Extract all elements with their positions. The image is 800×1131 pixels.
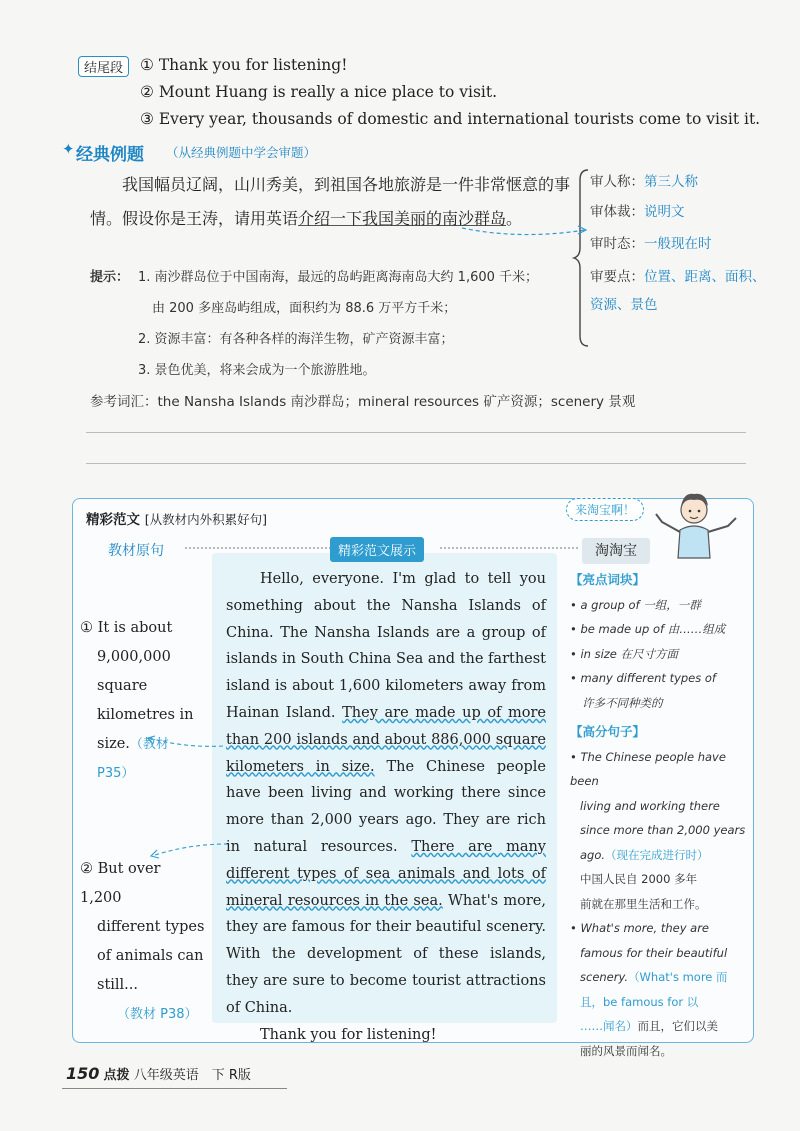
highlight-sentence-2: There are many different types of sea animals and lots of mineral resources in the sea.	[226, 838, 547, 909]
dotted-line	[185, 546, 330, 550]
page-footer: 150 点拨 八年级英语 下 R版	[66, 1064, 251, 1083]
writing-line-2	[86, 463, 746, 464]
highlight-vocab: 【亮点词块】 • a group of 一组，一群 • be made up of 由……组成 • in size 在尺寸方面 • many different types of 许多不同种类的	[570, 572, 726, 710]
note-person: 审人称：第三人称	[590, 174, 698, 190]
original-sentence-2: ② But over 1,200 different types of animals can still... （教材 P38）	[80, 861, 205, 1022]
dotted-line-2	[440, 546, 580, 550]
hint-3: 3. 景色优美，将来会成为一个旅游胜地。	[138, 363, 376, 378]
hint-2: 2. 资源丰富：有各种各样的海洋生物，矿产资源丰富；	[138, 332, 454, 347]
center-column-head: 精彩范文展示	[330, 537, 424, 562]
dashed-arrow-left-1	[145, 734, 225, 750]
task-text-b: 。	[506, 209, 523, 228]
vocab-reference: 参考词汇：the Nansha Islands 南沙群岛；mineral resources 矿产资源；scenery 景观	[90, 394, 636, 410]
mascot-icon	[650, 488, 750, 560]
high-score-sentences: 【高分句子】 • The Chinese people have been living and working there since more than 2,000 years ago.（现在完成进行时） 中国人民自 2000 多年 前就在那里生活和工作。 • What's more, they are famous for their beautiful scenery.（What's more 而 且，be famous for 以 ……闻名）而且，它们以美 丽的风景而闻名。	[570, 724, 746, 1058]
note-points-2: 资源、景色	[590, 297, 658, 313]
closing-tag: 结尾段	[78, 56, 129, 77]
original-sentence-1: ① It is about 9,000,000 square kilometres in size.（教材 P35）	[80, 620, 194, 781]
note-genre: 审体裁：说明文	[590, 204, 685, 220]
closing-line-3: ③ Every year, thousands of domestic and international tourists come to visit it.	[140, 110, 761, 128]
task-text-a: 我国幅员辽阔，山川秀美，到祖国各地旅游是一件非常惬意的事情。假设你是王涛，请用英语	[90, 175, 571, 228]
footer-rule	[62, 1088, 287, 1089]
closing-line-2: ② Mount Huang is really a nice place to visit.	[140, 83, 498, 101]
speech-bubble: 来淘宝啊！	[566, 498, 644, 521]
dashed-arrow-icon	[460, 220, 590, 240]
model-title: 精彩范文 [从教材内外积累好句]	[86, 512, 267, 528]
closing-line-1: ① Thank you for listening!	[140, 56, 348, 74]
note-tense: 审时态：一般现在时	[590, 236, 712, 252]
note-points: 审要点：位置、距离、面积、	[590, 269, 766, 285]
writing-line-1	[86, 432, 746, 433]
right-column-head: 淘淘宝	[582, 538, 650, 564]
brace-icon	[572, 168, 592, 348]
example-title: 经典例题	[76, 145, 144, 165]
highlight-sentence-1: They are made up of more than 200 islands and about 886,000 square kilometers in size.	[226, 704, 546, 775]
task-text-underlined: 介绍一下我国美丽的南沙群岛	[298, 209, 507, 228]
hint-label: 提示：	[90, 270, 130, 285]
essay-paragraph-1: Hello, everyone. I'm glad to tell you something about the Nansha Islands of China. The Nansha Islands are a group of islands in South China Sea and the farthest island is about 1,600 kilometers away from Hainan Island. They are made up of more than 200 islands and about 886,000 square kilometers in size. The Chinese people have been living and working there since more than 2,000 years ago. They are rich in natural resources. There are many different types of sea animals and lots of mineral resources in the sea. What's more, they are famous for their beautiful scenery. With the development of these islands, they are sure to become tourist attractions of China.	[226, 571, 547, 1016]
dashed-arrow-left-2	[148, 840, 230, 860]
pointer-icon: ✦	[62, 140, 75, 158]
model-essay	[226, 566, 546, 1048]
left-column-head: 教材原句	[108, 543, 164, 559]
hint-1b: 由 200 多座岛屿组成，面积约为 88.6 万平方千米；	[152, 301, 457, 316]
hint-1: 1. 南沙群岛位于中国南海，最远的岛屿距离海南岛大约 1,600 千米；	[138, 270, 539, 285]
essay-paragraph-2: Thank you for listening!	[260, 1026, 437, 1043]
example-subtitle: （从经典例题中学会审题）	[166, 145, 317, 160]
